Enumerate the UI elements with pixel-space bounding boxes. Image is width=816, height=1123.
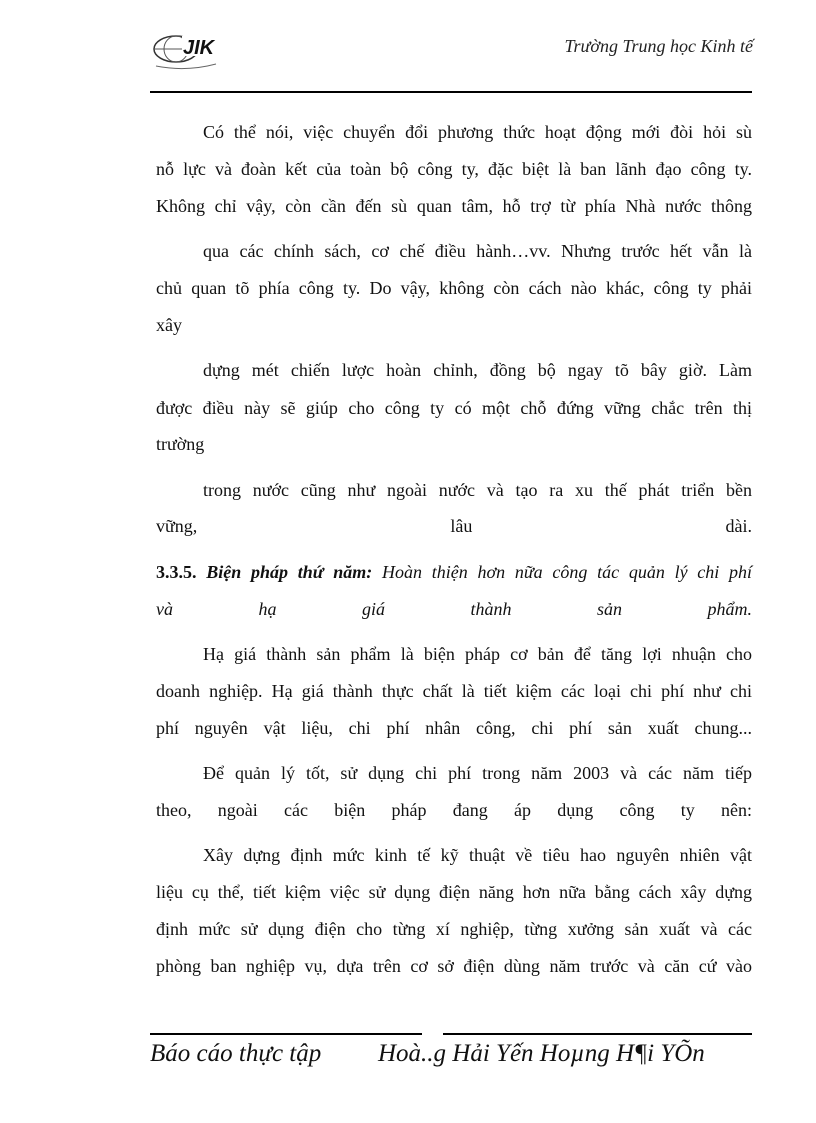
text-line: phí nguyên vật liệu, chi phí nhân công, chi phí sản xuất chung... <box>156 718 752 738</box>
svg-text:JIK: JIK <box>183 37 215 59</box>
text-line: Có thể nói, việc chuyển đổi phương thức hoạt động mới đòi hỏi sù <box>203 122 752 142</box>
section-title-line1: Hoàn thiện hơn nữa công tác quản lý chi phí <box>382 562 753 582</box>
text-line: phòng ban nghiệp vụ, dựa trên cơ sở điện dùng năm trước và căn cứ vào <box>156 956 752 976</box>
section-number: 3.3.5. <box>156 562 197 582</box>
text-line: vững, lâu dài. <box>156 516 752 536</box>
section-title-line2: và hạ giá thành sản phẩm. <box>156 599 752 619</box>
text-line: định mức sử dụng điện cho từng xí nghiệp, từng xưởng sản xuất và các <box>156 919 752 939</box>
text-line: trong nước cũng như ngoài nước và tạo ra xu thế phát triển bền <box>203 480 752 500</box>
text-line: được điều này sẽ giúp cho công ty có một chỗ đứng vững chắc trên thị <box>156 398 752 418</box>
footer-author: Hoà..g Hải Yến Hoµng H¶i YÕn <box>378 1040 705 1067</box>
text-line: nỗ lực và đoàn kết của toàn bộ công ty, đặc biệt là ban lãnh đạo công ty. <box>156 159 752 179</box>
section-label: Biện pháp thứ năm: <box>206 562 373 582</box>
text-line: dựng mét chiến lược hoàn chỉnh, đồng bộ ngay tõ bây giờ. Làm <box>203 360 752 380</box>
footer-report-title: Báo cáo thực tập <box>150 1040 322 1067</box>
text-line: doanh nghiệp. Hạ giá thành thực chất là tiết kiệm các loại chi phí như chi <box>156 681 752 701</box>
header-title: Trường Trung học Kinh tế <box>564 36 753 56</box>
text-line: theo, ngoài các biện pháp đang áp dụng công ty nên: <box>156 800 752 820</box>
text-line: Không chỉ vậy, còn cần đến sù quan tâm, hỗ trợ từ phía Nhà nước thông <box>156 196 752 216</box>
header-rule <box>150 91 752 93</box>
text-line: Xây dựng định mức kinh tế kỹ thuật về tiêu hao nguyên nhiên vật <box>203 845 752 865</box>
text-line: liệu cụ thể, tiết kiệm việc sử dụng điện năng hơn nữa bằng cách xây dựng <box>156 882 752 902</box>
footer-rule-left <box>150 1033 422 1035</box>
text-line: Để quản lý tốt, sử dụng chi phí trong năm 2003 và các năm tiếp <box>203 763 752 783</box>
text-line: chủ quan tõ phía công ty. Do vậy, không còn cách nào khác, công ty phải <box>156 278 752 298</box>
text-line: Hạ giá thành sản phẩm là biện pháp cơ bản để tăng lợi nhuận cho <box>203 644 752 664</box>
section-heading <box>156 560 752 584</box>
text-line: xây <box>156 315 182 335</box>
text-line: trường <box>156 434 205 454</box>
text-line: qua các chính sách, cơ chế điều hành…vv. Nhưng trước hết vẫn là <box>203 241 752 261</box>
footer-rule-right <box>443 1033 752 1035</box>
company-logo <box>150 30 222 74</box>
